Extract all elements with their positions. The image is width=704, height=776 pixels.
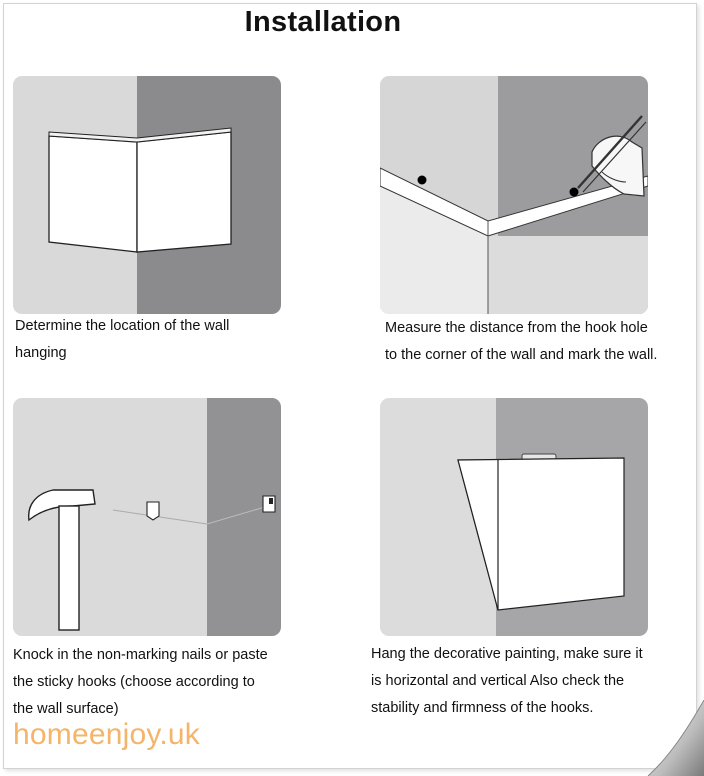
step-4-line-3: stability and firmness of the hooks. xyxy=(371,700,594,716)
step-3-line-3: the wall surface) xyxy=(13,701,119,717)
step-3-line-1: Knock in the non-marking nails or paste xyxy=(13,647,268,663)
step-4-line-1: Hang the decorative painting, make sure it xyxy=(371,646,643,662)
step-4-line-2: is horizontal and vertical Also check the xyxy=(371,673,625,689)
step-3-caption xyxy=(13,642,268,723)
step-2-caption xyxy=(385,315,657,369)
step-3-line-2: the sticky hooks (choose according to xyxy=(13,674,255,690)
page-title: Installation xyxy=(244,6,402,38)
step-2-line-2: to the corner of the wall and mark the wall. xyxy=(385,347,658,363)
step-1-line-1: Determine the location of the wall xyxy=(15,318,230,334)
step-1-caption xyxy=(15,313,229,367)
step-3-illustration xyxy=(13,398,281,636)
step-4-illustration xyxy=(380,398,648,636)
step-2-line-1: Measure the distance from the hook hole xyxy=(385,320,648,336)
page-curl-icon xyxy=(644,700,704,776)
step-1-illustration xyxy=(13,76,281,314)
step-1-line-2: hanging xyxy=(15,345,67,361)
step-4-caption xyxy=(371,641,643,722)
brand-watermark: homeenjoy.uk xyxy=(13,718,200,751)
step-2-illustration xyxy=(380,76,648,314)
